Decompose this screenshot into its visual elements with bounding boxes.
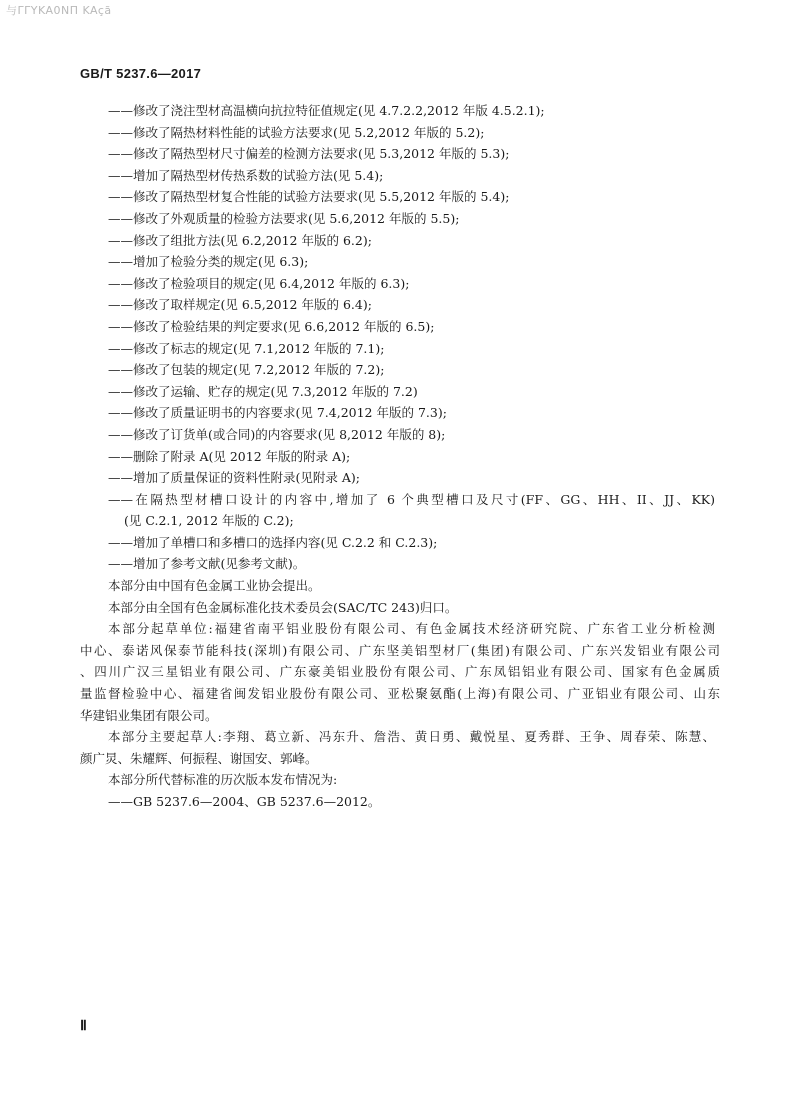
- list-item: ——增加了质量保证的资料性附录(见附录 A);: [108, 470, 360, 486]
- list-item: ——增加了参考文献(见参考文献)。: [108, 556, 306, 572]
- list-item-multiline-cont: (见 C.2.1, 2012 年版的 C.2);: [124, 513, 294, 529]
- page-number: Ⅱ: [80, 1019, 87, 1034]
- list-item: ——删除了附录 A(见 2012 年版的附录 A);: [108, 448, 351, 464]
- list-item-multiline-first: ——在隔热型材槽口设计的内容中,增加了 6 个典型槽口及尺寸(FF、GG、HH、II、JJ、KK): [108, 491, 715, 507]
- list-item: ——修改了隔热材料性能的试验方法要求(见 5.2,2012 年版的 5.2);: [108, 124, 485, 140]
- drafters-line: 本部分主要起草人:李翔、葛立新、冯东升、詹浩、黄日勇、戴悦星、夏秀群、王争、周春荣、陈慧、: [108, 729, 715, 745]
- document-body: [0, 100, 800, 813]
- standard-code-header: GB/T 5237.6—2017: [80, 66, 202, 81]
- list-item: ——修改了检验项目的规定(见 6.4,2012 年版的 6.3);: [108, 275, 410, 291]
- list-item: ——修改了包装的规定(见 7.2,2012 年版的 7.2);: [108, 362, 385, 378]
- list-item: ——修改了隔热型材尺寸偏差的检测方法要求(见 5.3,2012 年版的 5.3);: [108, 146, 510, 162]
- list-item: ——修改了取样规定(见 6.5,2012 年版的 6.4);: [108, 297, 372, 313]
- drafting-units-line: 量监督检验中心、福建省闽发铝业股份有限公司、亚松聚氨酯(上海)有限公司、广亚铝业有限公司、山东: [80, 686, 720, 702]
- history-item: ——GB 5237.6—2004、GB 5237.6—2012。: [108, 794, 381, 809]
- list-item: ——修改了检验结果的判定要求(见 6.6,2012 年版的 6.5);: [108, 318, 435, 334]
- managed-paragraph: 本部分由全国有色金属标准化技术委员会(SAC/TC 243)归口。: [108, 599, 458, 615]
- proposed-paragraph: 本部分由中国有色金属工业协会提出。: [108, 578, 321, 594]
- list-item: ——增加了检验分类的规定(见 6.3);: [108, 254, 309, 270]
- drafting-units-line: 本部分起草单位:福建省南平铝业股份有限公司、有色金属技术经济研究院、广东省工业分析检测: [108, 621, 715, 637]
- list-item: ——增加了隔热型材传热系数的试验方法(见 5.4);: [108, 167, 384, 183]
- list-item: ——增加了单槽口和多槽口的选择内容(见 C.2.2 和 C.2.3);: [108, 534, 438, 550]
- list-item: ——修改了运输、贮存的规定(见 7.3,2012 年版的 7.2): [108, 383, 418, 399]
- list-item: ——修改了组批方法(见 6.2,2012 年版的 6.2);: [108, 232, 372, 248]
- watermark-text: 与ΓΓΥKA0NΠ KAçã: [6, 4, 112, 17]
- drafting-units-line: 、四川广汉三星铝业有限公司、广东豪美铝业股份有限公司、广东凤铝铝业有限公司、国家有色金属质: [80, 664, 720, 680]
- list-item: ——修改了订货单(或合同)的内容要求(见 8,2012 年版的 8);: [108, 426, 446, 442]
- drafting-units-line: 华建铝业集团有限公司。: [80, 707, 218, 723]
- history-intro: 本部分所代替标准的历次版本发布情况为:: [108, 772, 338, 788]
- list-item: ——修改了质量证明书的内容要求(见 7.4,2012 年版的 7.3);: [108, 405, 447, 421]
- list-item: ——修改了标志的规定(见 7.1,2012 年版的 7.1);: [108, 340, 385, 356]
- list-item: ——修改了隔热型材复合性能的试验方法要求(见 5.5,2012 年版的 5.4);: [108, 189, 510, 205]
- list-item: ——修改了外观质量的检验方法要求(见 5.6,2012 年版的 5.5);: [108, 210, 460, 226]
- drafting-units-line: 中心、泰诺风保泰节能科技(深圳)有限公司、广东坚美铝型材厂(集团)有限公司、广东兴发铝业有限公司: [80, 642, 720, 658]
- list-item: ——修改了浇注型材高温横向抗拉特征值规定(见 4.7.2.2,2012 年版 4.5.2.1);: [108, 103, 545, 118]
- drafters-line: 颜广炅、朱耀辉、何振程、谢国安、郭峰。: [80, 750, 318, 766]
